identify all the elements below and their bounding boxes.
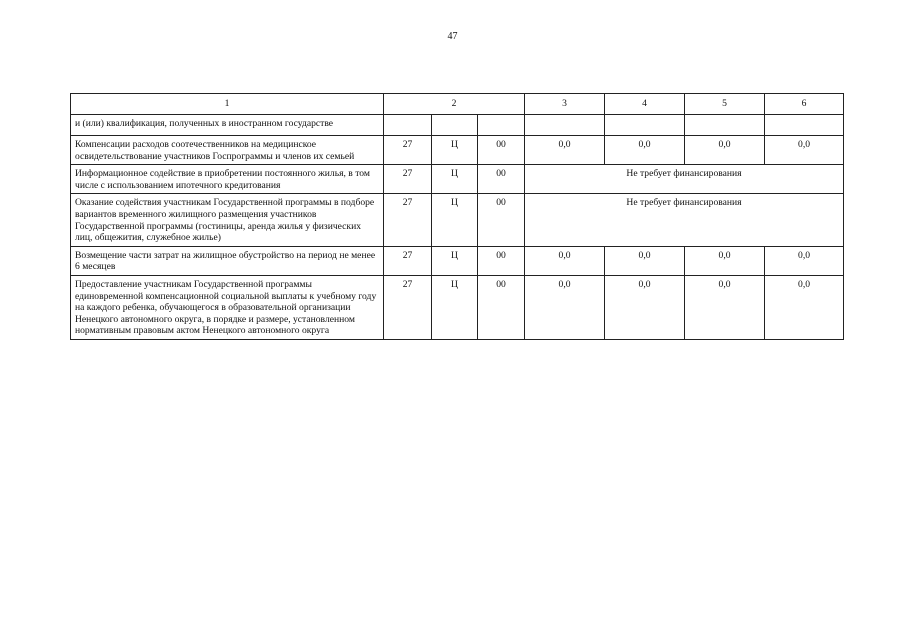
funding-note-cell: Не требует финансирования [525,194,844,246]
header-cell-4: 4 [605,94,685,115]
code-subprogram-cell: 00 [478,136,525,165]
code-chapter-cell: 27 [384,136,432,165]
code-subprogram-cell: 00 [478,246,525,275]
value-cell-6: 0,0 [765,246,844,275]
value-cell-4: 0,0 [605,136,685,165]
value-cell-4: 0,0 [605,246,685,275]
value-cell-5 [685,115,765,136]
description-cell: Компенсации расходов соотечественников на медицинское освидетельствование участников Госпрограммы и членов их семьей [71,136,384,165]
program-table [70,93,844,340]
header-row [71,94,844,115]
code-program-cell [432,115,478,136]
code-program-cell: Ц [432,246,478,275]
code-subprogram-cell: 00 [478,275,525,339]
table-row [71,136,844,165]
code-subprogram-cell: 00 [478,194,525,246]
header-cell-3: 3 [525,94,605,115]
header-cell-6: 6 [765,94,844,115]
header-cell-5: 5 [685,94,765,115]
value-cell-5: 0,0 [685,275,765,339]
code-chapter-cell: 27 [384,165,432,194]
table-row [71,194,844,246]
value-cell-5: 0,0 [685,136,765,165]
header-cell-2: 2 [384,94,525,115]
code-program-cell: Ц [432,165,478,194]
value-cell-3: 0,0 [525,275,605,339]
code-program-cell: Ц [432,136,478,165]
header-cell-1: 1 [71,94,384,115]
code-chapter-cell: 27 [384,194,432,246]
description-cell: и (или) квалификация, полученных в иностранном государстве [71,115,384,136]
code-program-cell: Ц [432,194,478,246]
value-cell-4: 0,0 [605,275,685,339]
table-body [71,115,844,340]
code-program-cell: Ц [432,275,478,339]
table-row [71,115,844,136]
code-chapter-cell: 27 [384,275,432,339]
value-cell-3 [525,115,605,136]
table-row [71,246,844,275]
value-cell-5: 0,0 [685,246,765,275]
description-cell: Возмещение части затрат на жилищное обустройство на период не менее 6 месяцев [71,246,384,275]
code-chapter-cell: 27 [384,246,432,275]
description-cell: Предоставление участникам Государственной программы единовременной компенсационной социальной выплаты к учебному году на каждого ребенка, обучающегося в образовательной организации Ненецкого автономного округа, в порядке и размере, установленном нормативным правовым актом Ненецкого автономного округа [71,275,384,339]
value-cell-3: 0,0 [525,246,605,275]
table-row [71,165,844,194]
page-number: 47 [447,31,458,42]
code-chapter-cell [384,115,432,136]
code-subprogram-cell [478,115,525,136]
funding-note-cell: Не требует финансирования [525,165,844,194]
value-cell-6: 0,0 [765,136,844,165]
value-cell-4 [605,115,685,136]
description-cell: Оказание содействия участникам Государственной программы в подборе вариантов временного жилищного размещения участников Государственной программы (гостиницы, аренда жилья у физических лиц, общежития, служебное жилье) [71,194,384,246]
value-cell-6 [765,115,844,136]
table-row [71,275,844,339]
description-cell: Информационное содействие в приобретении постоянного жилья, в том числе с использованием ипотечного кредитования [71,165,384,194]
value-cell-6: 0,0 [765,275,844,339]
code-subprogram-cell: 00 [478,165,525,194]
value-cell-3: 0,0 [525,136,605,165]
